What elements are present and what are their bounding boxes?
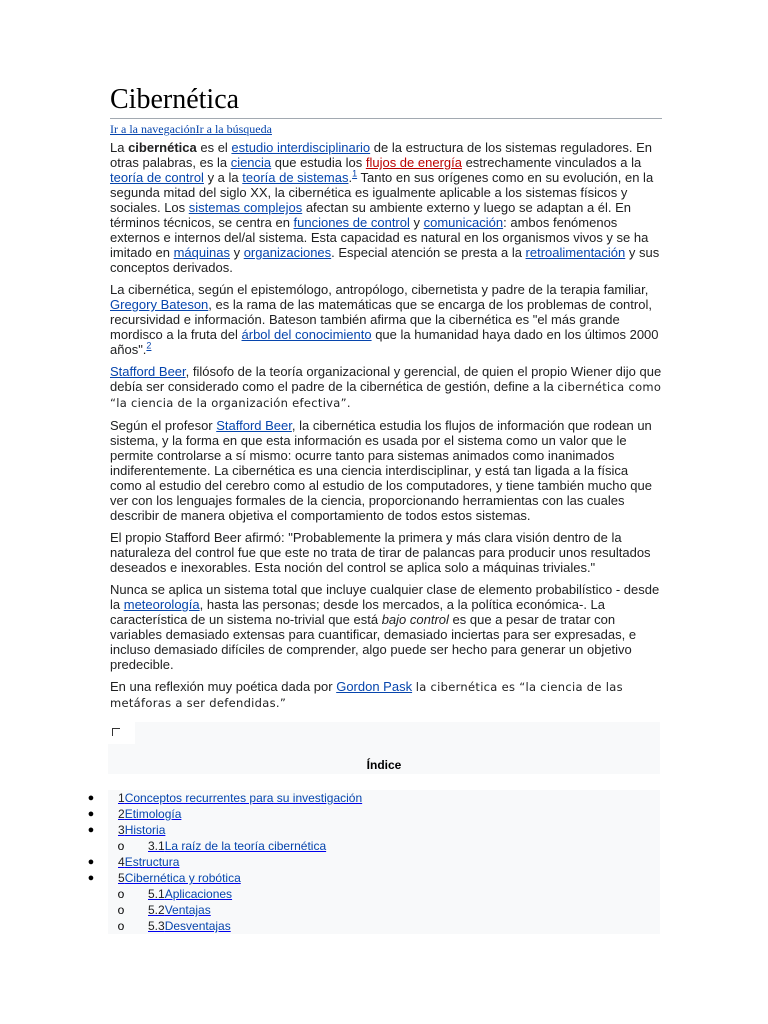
text: . Especial atención se presta a la <box>331 245 526 260</box>
disc-bullet-icon: ● <box>87 872 95 884</box>
link-maquinas[interactable]: máquinas <box>173 245 230 260</box>
toc-toggle-checkbox-icon[interactable] <box>112 728 120 736</box>
bold-term: cibernética <box>128 140 197 155</box>
disc-bullet-icon: ● <box>87 824 95 836</box>
article-content <box>110 84 662 718</box>
toc-item-label: Desventajas <box>164 919 231 933</box>
text: que estudia los <box>271 155 366 170</box>
toc-item-link[interactable] <box>118 806 181 822</box>
paragraph-probabilistic <box>110 582 662 672</box>
disc-bullet-icon: ● <box>87 856 95 868</box>
text: que la humanidad haya dado en los últimos 2000 años". <box>110 327 659 357</box>
text: . <box>348 170 353 185</box>
toc-item-label: La raíz de la teoría cibernética <box>164 839 327 853</box>
reference-2 <box>146 341 151 351</box>
text: , la cibernética estudia los flujos de información que rodean un sistema, y la forma en que esta información es usada por el sistema como un valor que le permite controlarse a sí mismo: ocurre tanto para sistemas animados como inanimados indiferentemente. La cibernética es una ciencia interdisciplinar, y está tan ligada a la física como al estudio del cerebro como al estudio de los computadores, y tiene también mucho que ver con los lenguajes formales de la ciencia, proporcionando herramientas con las cuales describir de manera objetiva el comportamiento de todos estos sistemas. <box>110 418 652 523</box>
toc-item-number: 5 <box>118 871 125 885</box>
toc-item-number: 2 <box>118 807 125 821</box>
toc-item[interactable] <box>86 838 660 854</box>
text: Tanto en sus orígenes como en su evolución, en la segunda mitad del siglo XX, la cibernética es igualmente aplicable a los sistemas físicos y sociales. Los <box>110 170 654 215</box>
toc-item-number: 4 <box>118 855 125 869</box>
circle-bullet-icon: o <box>117 919 125 933</box>
text: es el <box>196 140 232 155</box>
toc-item-label: Aplicaciones <box>164 887 233 901</box>
text: La <box>110 140 129 155</box>
toc-item-label: Etimología <box>124 807 182 821</box>
text: La cibernética, según el epistemólogo, antropólogo, cibernetista y padre de la terapia familiar, <box>110 282 649 297</box>
toc-item-number: 3 <box>118 823 125 837</box>
toc-item-link[interactable] <box>148 918 231 934</box>
toc-header <box>108 722 660 774</box>
toc-item-background <box>108 806 660 822</box>
toc-item[interactable] <box>86 918 660 934</box>
toc-item-background <box>108 854 660 870</box>
page-title: Cibernética <box>110 84 662 119</box>
text: afectan su ambiente externo y luego se adaptan a él. En términos técnicos, se centra en <box>110 200 632 230</box>
text: Nunca se aplica un sistema total que incluye cualquier clase de elemento probabilístico - desde la <box>110 582 660 612</box>
link-estudio-interdisciplinario[interactable]: estudio interdisciplinario <box>231 140 371 155</box>
jump-to-navigation-link[interactable]: Ir a la navegación <box>110 122 196 136</box>
jump-links <box>110 122 662 136</box>
paragraph-beer-definition <box>110 364 662 411</box>
circle-bullet-icon: o <box>117 903 125 917</box>
table-of-contents <box>87 722 660 933</box>
toc-item-link[interactable] <box>148 838 326 854</box>
toc-item-label: Conceptos recurrentes para su investigación <box>124 791 363 805</box>
toc-item-link[interactable] <box>148 886 232 902</box>
reference-2-link[interactable]: 2 <box>146 340 152 351</box>
reference-1-link[interactable]: 1 <box>352 168 358 179</box>
toc-item-number: 5.1 <box>148 887 165 901</box>
text: de la estructura de los sistemas reguladores. En otras palabras, es la <box>110 140 652 170</box>
toc-item-link[interactable] <box>118 790 362 806</box>
toc-title: Índice <box>366 758 402 772</box>
link-teoria-de-sistemas[interactable]: teoría de sistemas <box>242 170 349 185</box>
toc-item[interactable] <box>86 790 660 806</box>
link-meteorologia[interactable]: meteorología <box>123 597 200 612</box>
text: y a la <box>203 170 243 185</box>
link-comunicacion[interactable]: comunicación <box>423 215 504 230</box>
text: es que a pesar de tratar con variables demasiado extensas para cuantificar, demasiado inciertas para ser expresadas, e incluso demasiado difíciles de comprender, algo puede ser hecho para generar un objetivo predecible. <box>110 612 637 672</box>
toc-list <box>86 790 660 934</box>
quote-text: la cibernética es “la ciencia de las metáforas a ser defendidas.” <box>110 680 623 710</box>
text: En una reflexión muy poética dada por <box>110 679 337 694</box>
paragraph-bateson <box>110 282 662 357</box>
text: , es la rama de las matemáticas que se encarga de los problemas de control, recursividad e información. Bateson también afirma que la cibernética es "el más grande mordisco a la fruta del <box>110 297 652 342</box>
toc-item-label: Historia <box>124 823 166 837</box>
link-ciencia[interactable]: ciencia <box>230 155 272 170</box>
toc-item[interactable] <box>86 822 660 838</box>
toc-item-number: 5.3 <box>148 919 165 933</box>
text: estrechamente vinculados a la <box>461 155 642 170</box>
paragraph-pask <box>110 679 662 711</box>
link-teoria-de-control[interactable]: teoría de control <box>110 170 204 185</box>
text: y <box>409 215 424 230</box>
toc-item[interactable] <box>86 902 660 918</box>
toc-item-label: Estructura <box>124 855 180 869</box>
toc-item-label: Cibernética y robótica <box>124 871 241 885</box>
toc-item[interactable] <box>86 886 660 902</box>
text: , filósofo de la teoría organizacional y gerencial, de quien el propio Wiener dijo que debía ser considerado como el padre de la cibernética de gestión, define a la <box>110 364 662 394</box>
quote-text: cibernética como “la ciencia de la organización efectiva”. <box>110 380 662 410</box>
toc-item[interactable] <box>86 854 660 870</box>
toc-item-link[interactable] <box>118 822 165 838</box>
toc-toggle-box[interactable] <box>108 722 135 744</box>
toc-item-number: 3.1 <box>148 839 165 853</box>
toc-item-number: 1 <box>118 791 125 805</box>
disc-bullet-icon: ● <box>87 792 95 804</box>
paragraph-intro <box>110 140 662 275</box>
text: , hasta las personas; desde los mercados, a la política económica-. La característica de un sistema no-trivial que está <box>110 597 606 627</box>
link-gordon-pask[interactable]: Gordon Pask <box>336 679 413 694</box>
toc-item-number: 5.2 <box>148 903 165 917</box>
link-stafford-beer[interactable]: Stafford Beer <box>110 364 186 379</box>
toc-item-link[interactable] <box>118 854 179 870</box>
text: : ambos fenómenos externos e internos del/al sistema. Esta capacidad es natural en los organismos vivos y se ha imitado en <box>110 215 649 260</box>
toc-item-link[interactable] <box>148 902 211 918</box>
circle-bullet-icon: o <box>117 887 125 901</box>
link-sistemas-complejos[interactable]: sistemas complejos <box>188 200 303 215</box>
text: y sus conceptos derivados. <box>110 245 660 275</box>
link-retroalimentacion[interactable]: retroalimentación <box>525 245 626 260</box>
jump-to-search-link[interactable]: Ir a la búsqueda <box>195 122 272 136</box>
circle-bullet-icon: o <box>117 839 125 853</box>
disc-bullet-icon: ● <box>87 808 95 820</box>
link-arbol-del-conocimiento[interactable]: árbol del conocimiento <box>241 327 372 342</box>
text: y <box>229 245 244 260</box>
text: Según el profesor <box>110 418 217 433</box>
toc-item-link[interactable] <box>118 870 241 886</box>
toc-item-label: Ventajas <box>164 903 211 917</box>
link-flujos-de-energia[interactable]: flujos de energía <box>365 155 462 170</box>
link-organizaciones[interactable]: organizaciones <box>243 245 332 260</box>
toc-item[interactable] <box>86 870 660 886</box>
link-stafford-beer-2[interactable]: Stafford Beer <box>216 418 292 433</box>
italic-term: bajo control <box>381 612 449 627</box>
text: El propio Stafford Beer afirmó: "Probablemente la primera y más clara visión dentro de la naturaleza del control fue que este no trata de tirar de palancas para producir unos resultados deseados e inexorables. Esta noción del control se aplica solo a máquinas triviales." <box>110 530 651 575</box>
link-gregory-bateson[interactable]: Gregory Bateson <box>110 297 209 312</box>
toc-item-background <box>108 822 660 838</box>
paragraph-beer-quote <box>110 530 662 575</box>
toc-item[interactable] <box>86 806 660 822</box>
paragraph-beer-flows <box>110 418 662 523</box>
link-funciones-de-control[interactable]: funciones de control <box>293 215 410 230</box>
